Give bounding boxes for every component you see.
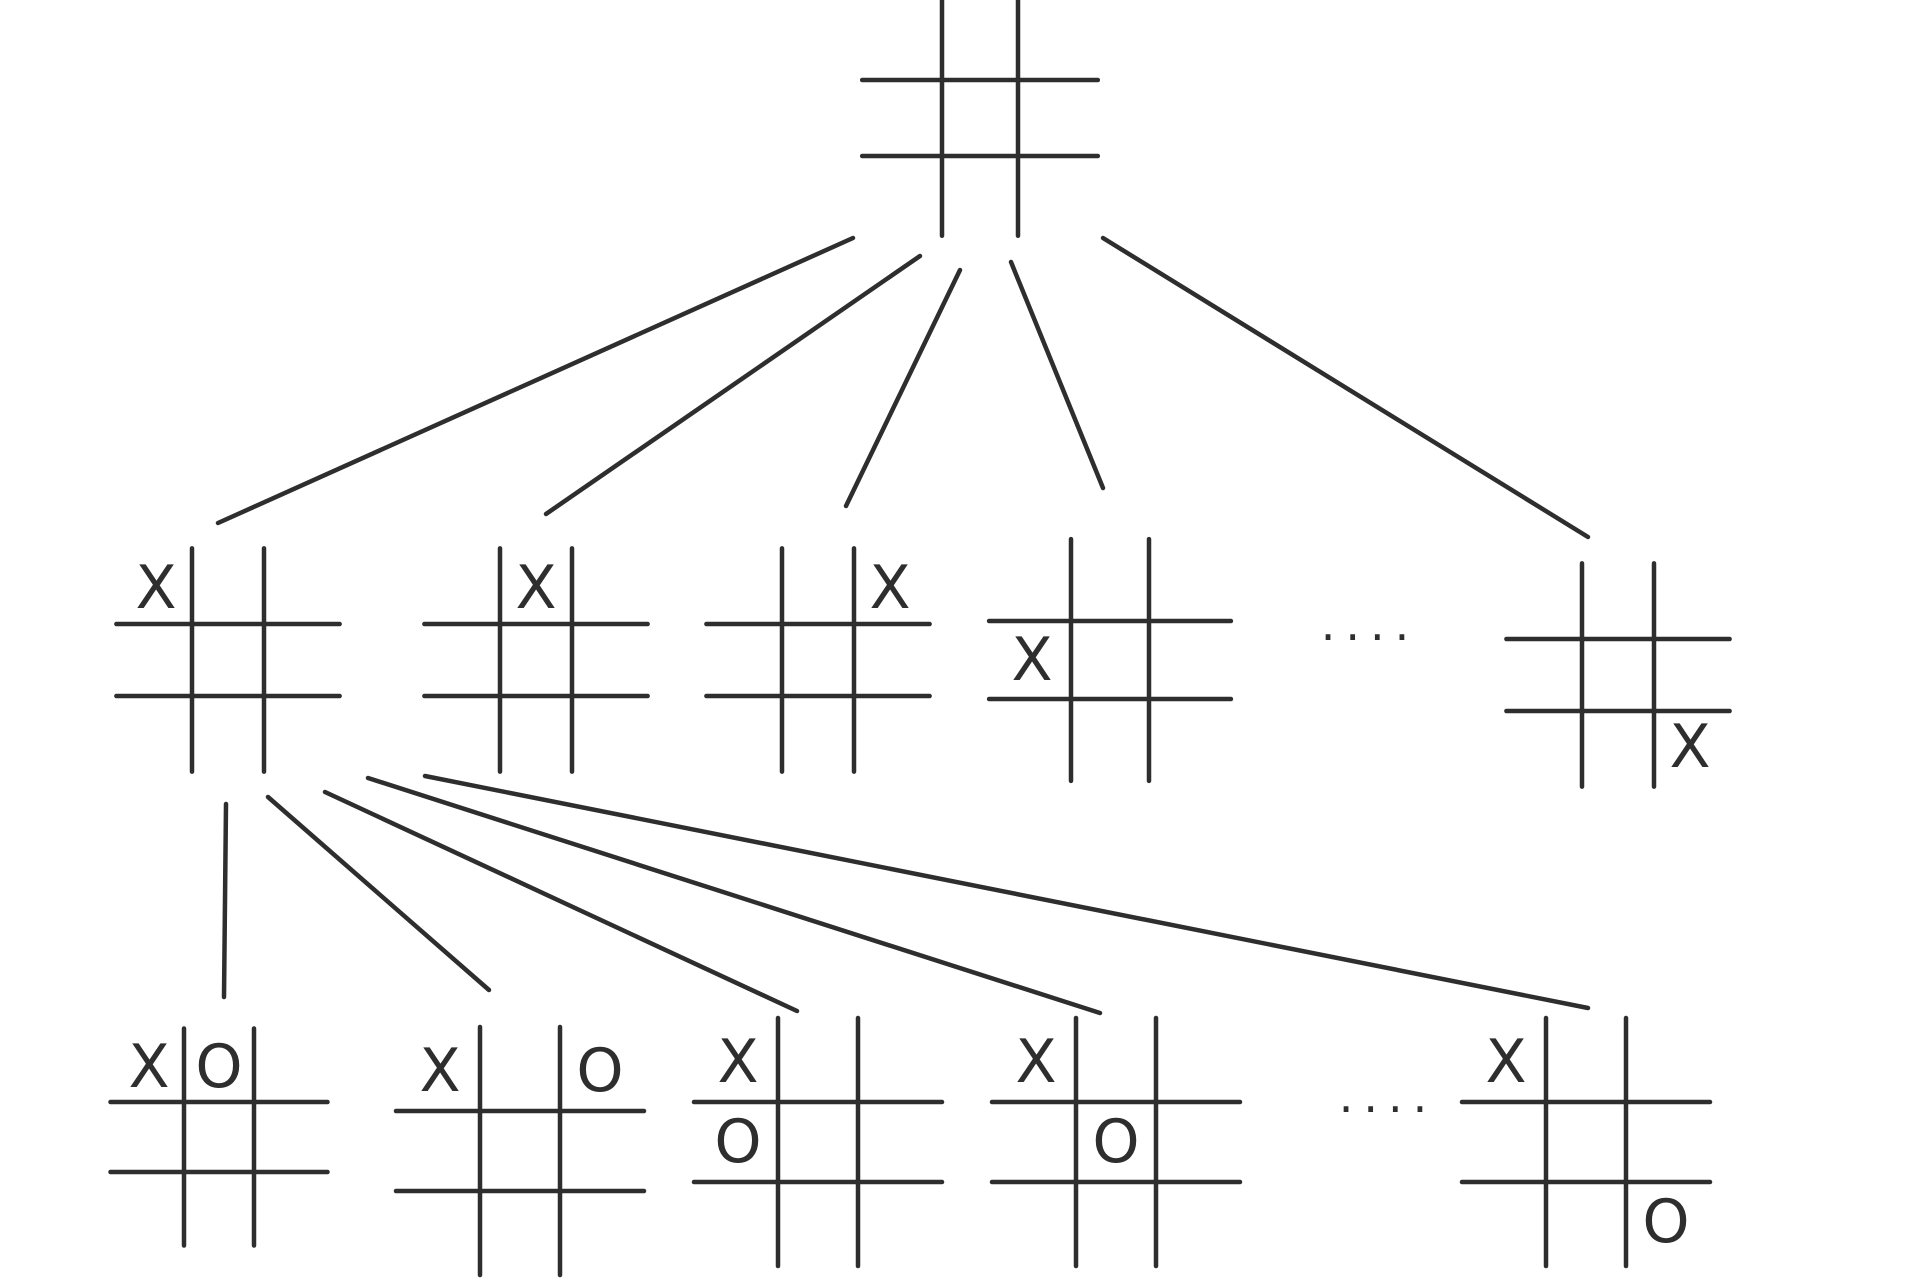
level2-board-5	[1462, 1018, 1710, 1266]
o-mark: O	[1642, 1187, 1690, 1257]
tree-edge	[1011, 262, 1103, 488]
tree-edge	[218, 238, 853, 523]
tree-edge	[425, 776, 1588, 1008]
x-mark: X	[515, 553, 557, 623]
x-mark: X	[1015, 1027, 1057, 1097]
tree-edge	[546, 256, 920, 514]
o-mark: O	[195, 1032, 243, 1102]
o-mark: O	[714, 1107, 762, 1177]
level2-board-4	[992, 1018, 1240, 1266]
level1-board-3	[706, 548, 929, 771]
level1-board-1	[116, 548, 339, 771]
o-mark: O	[576, 1036, 624, 1106]
level1-board-5	[1506, 563, 1729, 786]
x-mark: X	[717, 1027, 759, 1097]
level1-ellipsis: ....	[1320, 597, 1420, 651]
tree-edge	[325, 792, 797, 1011]
level2-board-1	[111, 1029, 328, 1246]
level2-board-3	[694, 1018, 942, 1266]
x-mark: X	[419, 1036, 461, 1106]
o-mark: O	[1092, 1107, 1140, 1177]
x-mark: X	[1011, 625, 1053, 695]
tree-edge	[846, 270, 960, 506]
x-mark: X	[1669, 712, 1711, 782]
x-mark: X	[869, 553, 911, 623]
x-mark: X	[128, 1032, 170, 1102]
level2-ellipsis: ....	[1338, 1069, 1438, 1123]
tree-edge	[224, 804, 226, 997]
x-mark: X	[1485, 1027, 1527, 1097]
tree-boards	[111, 0, 1730, 1275]
tree-edge	[1103, 238, 1588, 537]
tree-edge	[268, 797, 489, 990]
level2-board-2	[396, 1027, 644, 1275]
x-mark: X	[135, 553, 177, 623]
root-board	[862, 0, 1098, 236]
level1-board-4	[989, 539, 1231, 781]
level1-board-2	[424, 548, 647, 771]
